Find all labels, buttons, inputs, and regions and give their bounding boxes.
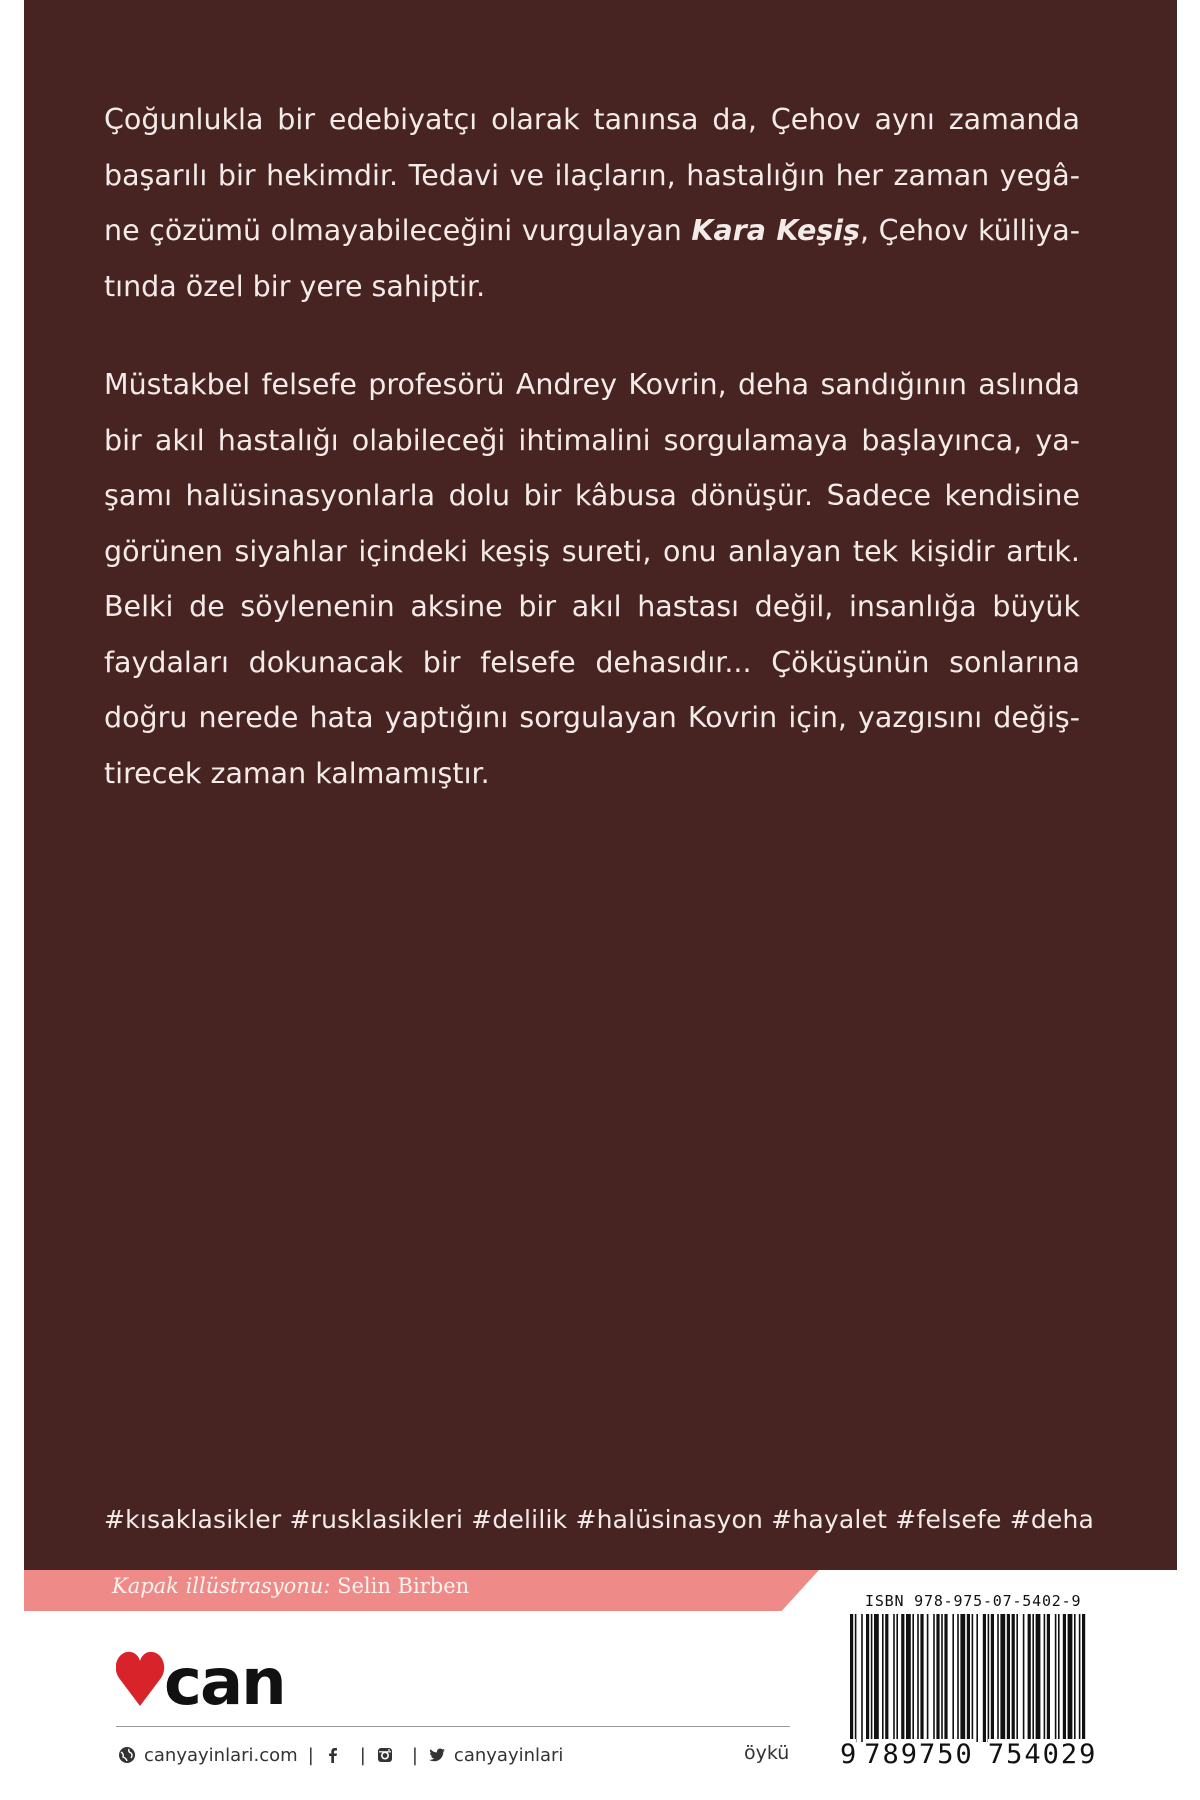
barcode-bar — [874, 1614, 879, 1742]
barcode-bar — [941, 1614, 943, 1742]
barcode-bar — [976, 1614, 978, 1742]
barcode-bar — [936, 1614, 939, 1742]
blurb-line: şamı halüsinasyonlarla dolu bir kâbusa dönüşür. Sadece kendisine — [104, 479, 1080, 512]
barcode-bar — [912, 1614, 914, 1742]
genre-label: öykü — [744, 1742, 790, 1764]
barcode-bar — [1079, 1614, 1081, 1742]
barcode-bar — [1036, 1614, 1041, 1742]
credit-name: Selin Birben — [330, 1574, 470, 1598]
barcode-bar — [997, 1614, 999, 1742]
website-link[interactable]: canyayinlari.com — [144, 1744, 298, 1766]
blurb-text: , Çehov külliya- — [859, 214, 1081, 247]
barcode-bar — [920, 1614, 923, 1742]
barcode-bar — [1007, 1614, 1010, 1742]
barcode-bar — [991, 1614, 994, 1742]
barcode-bar — [893, 1614, 895, 1742]
blurb-text: ne çözümü olmayabileceğini vurgulayan — [104, 214, 692, 247]
barcode-bar — [871, 1614, 873, 1742]
barcode-bar — [866, 1614, 869, 1742]
barcode-bar — [1058, 1614, 1060, 1742]
blurb-line: Belki de söylenenin aksine bir akıl hastası değil, insanlığa büyük — [104, 590, 1080, 623]
barcode-bar — [1074, 1614, 1076, 1742]
blurb-line: Çoğunlukla bir edebiyatçı olarak tanınsa da, Çehov aynı zamanda — [104, 103, 1080, 136]
facebook-icon[interactable] — [324, 1746, 342, 1764]
ean-left-group: 789750 — [864, 1739, 974, 1770]
barcode-bar — [933, 1614, 935, 1742]
blurb-paragraph-1 — [104, 92, 1080, 314]
barcode-bar — [861, 1614, 863, 1742]
publisher-logo — [116, 1648, 308, 1710]
barcode-bar — [1028, 1614, 1031, 1742]
barcode-bar — [1016, 1614, 1018, 1742]
barcode-bar — [983, 1614, 986, 1742]
barcode-bar — [882, 1614, 884, 1742]
hashtags: #kısaklasikler #rusklasikleri #delilik #halüsinasyon #hayalet #felsefe #deha — [104, 1505, 1095, 1534]
barcode-bar — [957, 1614, 959, 1742]
separator: | — [411, 1744, 418, 1766]
heart-icon — [116, 1652, 164, 1706]
barcode-bar — [1047, 1614, 1050, 1742]
barcode-bar — [1082, 1614, 1085, 1742]
social-handle[interactable]: canyayinlari — [453, 1744, 564, 1766]
ean-first-digit: 9 — [840, 1739, 857, 1770]
barcode-bar — [1063, 1614, 1066, 1742]
credit-label: Kapak illüstrasyonu: — [112, 1574, 331, 1598]
barcode-bar — [1055, 1614, 1057, 1742]
barcode-bar — [906, 1614, 911, 1742]
ean-digits — [840, 1736, 1100, 1770]
blurb-line: bir akıl hastalığı olabileceği ihtimalini sorgulamaya başlayınca, ya- — [104, 423, 1080, 457]
barcode-bar — [1023, 1614, 1025, 1742]
barcode-bar — [896, 1614, 898, 1742]
barcode-bar — [960, 1614, 965, 1742]
book-title: Kara Keşiş — [691, 214, 860, 247]
barcode-bar — [1068, 1614, 1073, 1742]
instagram-icon[interactable] — [376, 1746, 394, 1764]
blurb-line: tında özel bir yere sahiptir. — [104, 269, 486, 303]
blurb-line: doğru nerede hata yaptığını sorgulayan Kovrin için, yazgısını değiş- — [104, 701, 1080, 734]
separator: | — [359, 1744, 366, 1766]
blurb-line: görünen siyahlar içindeki keşiş sureti, onu anlayan tek kişidir artık. — [104, 534, 1080, 568]
footer-divider — [116, 1726, 790, 1727]
barcode-bar — [885, 1614, 888, 1742]
globe-icon — [118, 1746, 136, 1764]
barcode-bar — [917, 1614, 919, 1742]
barcode-bar — [1012, 1614, 1015, 1742]
barcode-bar — [901, 1614, 904, 1742]
barcode-bar — [1000, 1614, 1005, 1742]
blurb-line: faydaları dokunacak bir felsefe dehasıdır... Çöküşünün sonlarına — [104, 645, 1080, 679]
barcode-bar — [1032, 1614, 1034, 1742]
barcode-bar — [927, 1614, 929, 1742]
twitter-icon[interactable] — [428, 1746, 446, 1764]
publisher-links — [118, 1740, 563, 1770]
barcode-bar — [952, 1614, 954, 1742]
barcode-bar — [988, 1614, 990, 1742]
blurb-paragraph-2 — [104, 357, 1080, 801]
barcode-bar — [1044, 1614, 1046, 1742]
logo-text: can — [164, 1648, 285, 1710]
barcode-bar — [855, 1614, 857, 1742]
blurb-line: tirecek zaman kalmamıştır. — [104, 756, 490, 790]
separator: | — [307, 1744, 314, 1766]
ean-right-group: 754029 — [987, 1739, 1098, 1770]
blurb-line: Müstakbel felsefe profesörü Andrey Kovrin, deha sandığının aslında — [104, 368, 1080, 401]
illustration-credit — [112, 1574, 469, 1598]
blurb-line — [104, 203, 1080, 259]
blurb-line: başarılı bir hekimdir. Tedavi ve ilaçların, hastalığın her zaman yegâ- — [104, 158, 1080, 192]
barcode-bar — [944, 1614, 947, 1742]
isbn-label: ISBN 978-975-07-5402-9 — [865, 1592, 1082, 1610]
